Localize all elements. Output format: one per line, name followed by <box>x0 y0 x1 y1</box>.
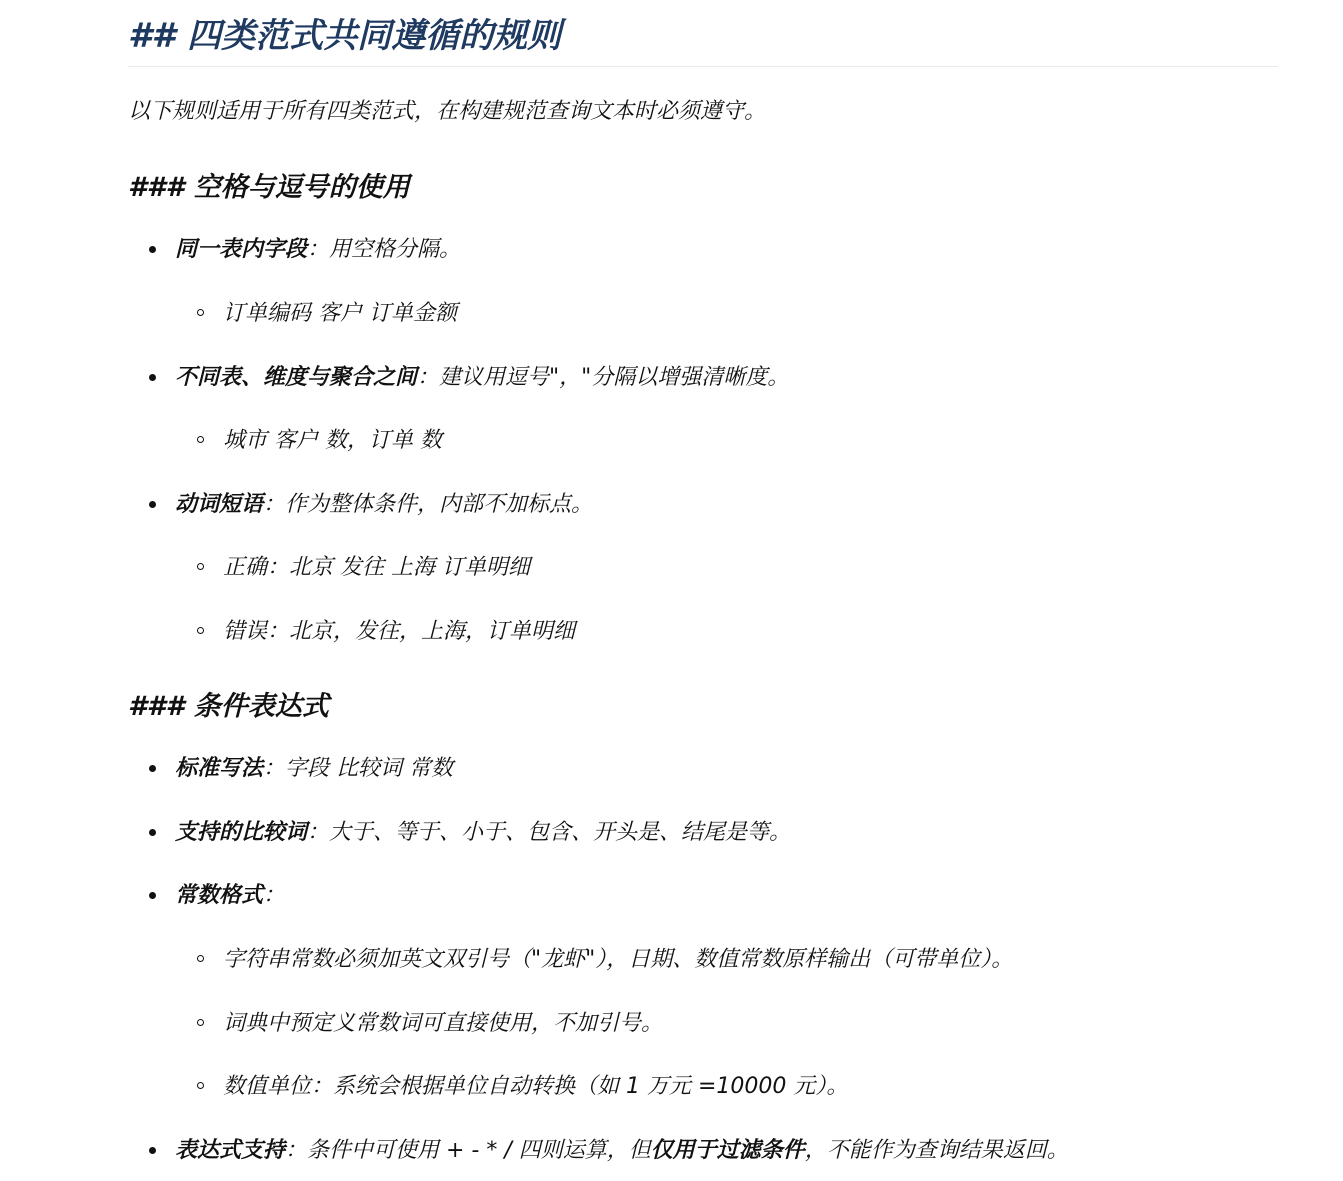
list-item <box>175 1135 1069 1167</box>
bullet <box>149 765 156 772</box>
item-text: ：用空格分隔。 <box>307 237 462 262</box>
bullet <box>149 374 156 381</box>
section-heading-spacing: ### 空格与逗号的使用 <box>128 172 410 203</box>
sub-list-item <box>223 1008 663 1040</box>
list-item <box>175 880 285 912</box>
item-text: 订单编码 客户 订单金额 <box>223 301 457 326</box>
list-item <box>175 234 461 266</box>
sub-list-item <box>223 298 457 330</box>
bullet <box>149 1147 156 1154</box>
page-title: ## 四类范式共同遵循的规则 <box>128 16 562 56</box>
item-text: 错误：北京，发往，上海，订单明细 <box>223 619 576 644</box>
bullet <box>149 501 156 508</box>
list-item <box>175 753 453 785</box>
item-text: ： <box>263 883 286 908</box>
sub-list-item <box>223 1071 848 1103</box>
item-label: 动词短语 <box>175 492 264 517</box>
item-label: 同一表内字段 <box>175 237 308 262</box>
bullet <box>197 436 204 443</box>
item-text: 词典中预定义常数词可直接使用，不加引号。 <box>223 1011 664 1036</box>
sub-list-item <box>223 616 575 648</box>
item-text-tail: ，不能作为查询结果返回。 <box>804 1138 1069 1163</box>
title-divider <box>128 66 1278 67</box>
bullet <box>149 829 156 836</box>
bullet <box>197 955 204 962</box>
bullet <box>149 892 156 899</box>
item-label: 表达式支持 <box>175 1138 286 1163</box>
item-label: 支持的比较词 <box>175 820 308 845</box>
sub-list-item <box>223 552 530 584</box>
sub-list-item <box>223 944 1013 976</box>
bullet <box>197 563 204 570</box>
bullet <box>149 246 156 253</box>
list-item <box>175 489 593 521</box>
section-heading-conditions: ### 条件表达式 <box>128 691 329 722</box>
item-text: ：建议用逗号"，"分隔以增强清晰度。 <box>417 365 790 390</box>
list-item <box>175 817 791 849</box>
item-label: 常数格式 <box>175 883 264 908</box>
item-text: ：大于、等于、小于、包含、开头是、结尾是等。 <box>307 820 792 845</box>
bullet <box>197 309 204 316</box>
item-text: ：作为整体条件，内部不加标点。 <box>263 492 594 517</box>
item-label: 标准写法 <box>175 756 264 781</box>
bullet <box>197 1082 204 1089</box>
bullet <box>197 627 204 634</box>
intro-paragraph: 以下规则适用于所有四类范式，在构建规范查询文本时必须遵守。 <box>128 99 767 124</box>
sub-list-item <box>223 425 442 457</box>
item-text: ：字段 比较词 常数 <box>263 756 454 781</box>
item-text: 字符串常数必须加英文双引号（"龙虾"），日期、数值常数原样输出（可带单位）。 <box>223 947 1014 972</box>
item-text: 城市 客户 数，订单 数 <box>223 428 442 453</box>
bullet <box>197 1019 204 1026</box>
item-text: ：条件中可使用 + - * / 四则运算，但 <box>285 1138 651 1163</box>
item-text: 数值单位：系统会根据单位自动转换（如 1 万元 =10000 元）。 <box>223 1074 849 1099</box>
item-label: 不同表、维度与聚合之间 <box>175 365 418 390</box>
item-emphasis: 仅用于过滤条件 <box>650 1138 805 1163</box>
list-item <box>175 362 789 394</box>
item-text: 正确：北京 发往 上海 订单明细 <box>223 555 530 580</box>
